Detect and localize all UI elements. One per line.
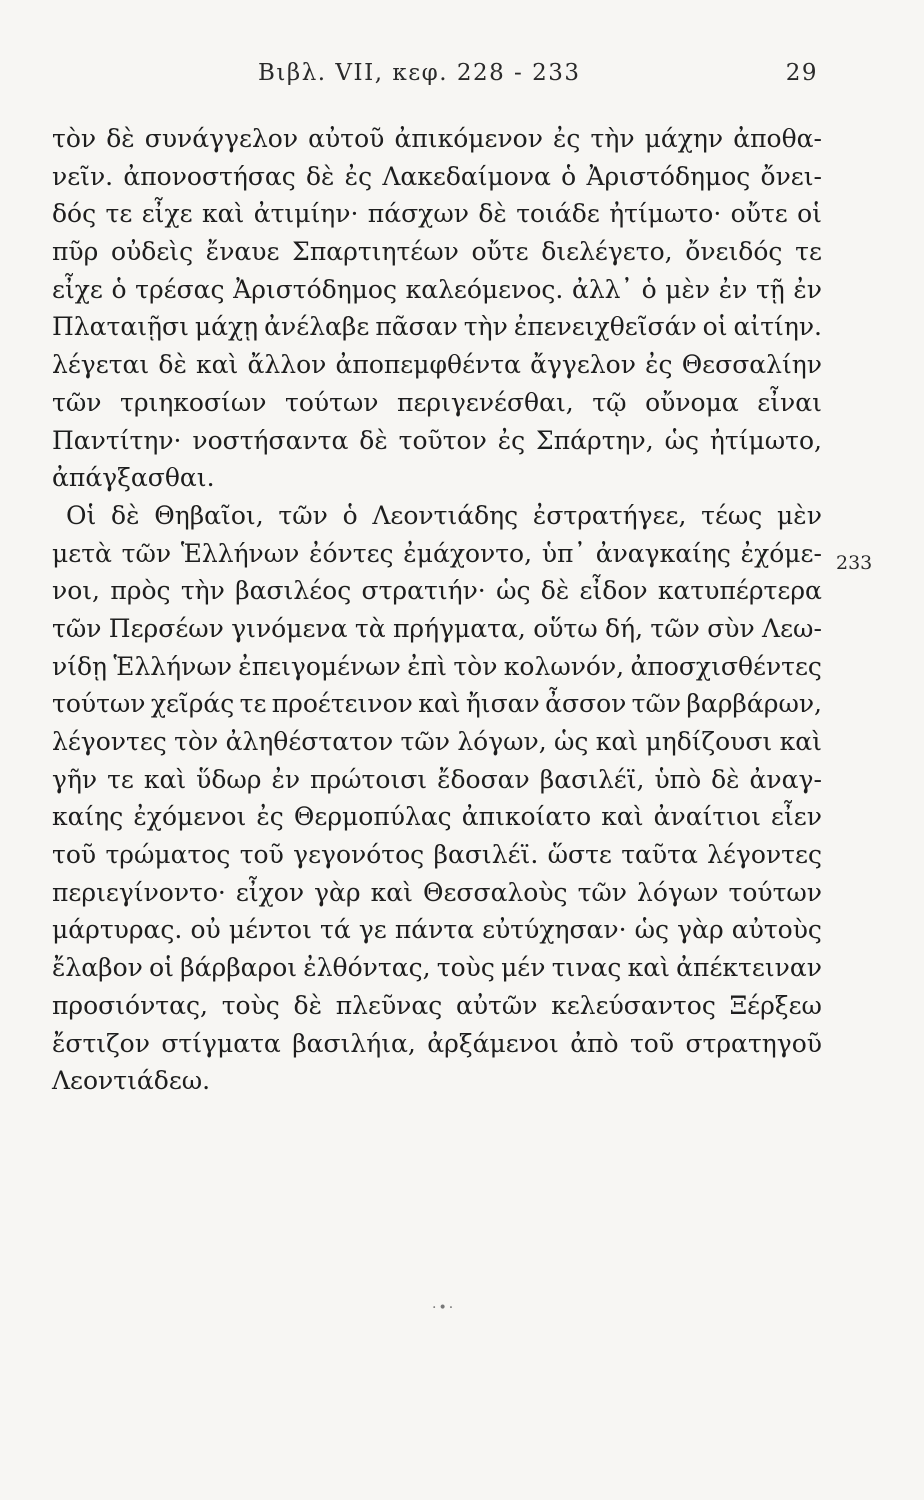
word: ὕδωρ (196, 764, 262, 794)
word: τῇ (755, 274, 785, 304)
word: βαρβάρων, (686, 689, 822, 719)
word: τοὺς (436, 953, 495, 983)
word: Ξέρξεω (729, 990, 822, 1020)
word: τῶν (650, 613, 700, 643)
word: περιεγίνοντο· (52, 877, 226, 907)
text-line (52, 233, 822, 271)
running-header (258, 60, 818, 96)
word: ὁ (111, 274, 127, 304)
word: εἶχον (235, 877, 305, 907)
text-line: ἀπάγξασθαι. (52, 463, 215, 493)
word: ἀτιμίην· (253, 199, 359, 229)
word: ἀρξάμενοι (427, 1028, 559, 1058)
word: τοῦτον (398, 425, 487, 455)
word: ἐστρατήγεε, (532, 500, 687, 530)
word: μὲν (777, 500, 822, 530)
word: δὲ (478, 199, 507, 229)
word: Λεω- (762, 613, 822, 643)
word: γεγονότος (293, 840, 425, 870)
word: δὲ (540, 576, 570, 606)
word: τε (105, 199, 133, 229)
margin-chapter-number: 233 (836, 552, 873, 574)
text-line (52, 308, 822, 346)
word: ἀπικοίατο (461, 802, 592, 832)
word: ἠτίμωτο, (709, 425, 822, 455)
word: ἐλθόντας, (303, 953, 431, 983)
word: τὴν (180, 576, 225, 606)
word: ὑπὸ (654, 764, 702, 794)
text-line (52, 648, 822, 686)
word: ἀποσχισθέντες (630, 651, 822, 681)
word: εὐτύχησαν· (482, 915, 627, 945)
word: Οἱ (66, 500, 97, 530)
word: τοῦ (52, 840, 97, 870)
word: λόγων (637, 877, 719, 907)
word: δὲ (711, 764, 740, 794)
word: ἀπονοστήσας (123, 161, 296, 191)
word: λέγοντες (52, 727, 167, 756)
word: ἀληθέστατον (225, 727, 394, 756)
word: ἔλαβον (52, 953, 143, 983)
word: τινας (551, 953, 622, 983)
text-line (52, 158, 822, 196)
word: τριηκοσίων (119, 387, 267, 417)
word: τούτων (52, 689, 146, 719)
text-line (52, 874, 822, 912)
word: καὶ (370, 877, 413, 907)
word: Σπαρτιητέων (292, 237, 459, 267)
word: εἶχε (141, 199, 193, 229)
word: δὲ (293, 990, 322, 1020)
word: ὄνειδός (685, 237, 783, 267)
text-line (52, 685, 822, 723)
word: τῶν (121, 538, 172, 568)
word: οὔνομα (645, 387, 739, 417)
word: κατυπέρτερα (657, 576, 822, 606)
text-line (52, 911, 822, 949)
word: Ἀριστόδημος (233, 274, 397, 304)
word: στίγματα (161, 1028, 281, 1058)
word: τῶν (52, 613, 102, 643)
word: ἔστιζον (52, 1028, 150, 1058)
word: προσιόντας, (52, 990, 208, 1020)
word: τὴν (590, 124, 635, 153)
word: τοῦ (239, 840, 284, 870)
word: τοὺς (221, 990, 280, 1020)
word: Σπάρτην, (536, 425, 654, 455)
word: καλεόμενος. (405, 274, 564, 304)
word: οἱ (702, 312, 728, 342)
word: δή, (605, 613, 644, 643)
word: γὰρ (677, 915, 724, 945)
text-line (52, 572, 822, 610)
word: ὁ (561, 161, 577, 191)
word: εἶχε (52, 274, 103, 304)
word: νοι, (52, 576, 100, 606)
word: τὰ (354, 613, 386, 643)
word: ἐπειγομένων (238, 651, 401, 681)
word: τῷ (592, 387, 627, 417)
word: μάχῃ (194, 312, 259, 342)
word: οἱ (149, 953, 174, 983)
word: μάχην (644, 124, 724, 153)
word: μέντοι (228, 915, 312, 945)
header-title: Βιβλ. VII, κεφ. 228 - 233 (258, 60, 581, 86)
word: καὶ (595, 727, 639, 756)
text-line (52, 346, 822, 384)
text-line: Λεοντιάδεω. (52, 1066, 211, 1096)
word: γινόμενα (231, 613, 348, 643)
word: συνάγγελον (144, 124, 299, 153)
word: τῶν (631, 689, 682, 719)
word: λόγων, (457, 727, 547, 756)
word: τε (107, 764, 134, 794)
word: αὐτοὺς (731, 915, 822, 945)
word: ὡς (496, 576, 531, 606)
text-line (52, 949, 822, 987)
word: καὶ (601, 802, 644, 832)
word: ἐς (256, 802, 284, 832)
word: τε (795, 237, 822, 267)
word: κολωνόν, (503, 651, 625, 681)
word: ὑπ᾽ (541, 538, 586, 568)
word: ἀνέλαβε (264, 312, 370, 342)
word: καίης (52, 802, 124, 832)
word: νίδῃ (52, 651, 108, 681)
word: πᾶσαν (375, 312, 458, 342)
ornament: ·•· (432, 1300, 456, 1316)
word: βασιλέος (235, 576, 352, 606)
word: ἐν (718, 274, 748, 304)
word: ἀπικόμενον (394, 124, 543, 153)
word: οὐδεὶς (111, 237, 194, 267)
word: Πλαταιῇσι (52, 312, 189, 342)
word: ἐς (645, 350, 673, 380)
word: ὥστε (547, 840, 612, 870)
word: πρώτοισι (310, 764, 428, 794)
word: δὲ (111, 500, 140, 530)
text-line (52, 271, 822, 309)
word: πρήγματα, (392, 613, 526, 643)
word: ὡς (664, 425, 699, 455)
word: καὶ (779, 727, 822, 756)
word: Παντίτην· (52, 425, 182, 455)
word: Θερμοπύλας (293, 802, 452, 832)
word: νοστήσαντα (192, 425, 349, 455)
main-text (52, 120, 822, 1100)
word: Ἀριστόδημος (586, 161, 751, 191)
word: ἀναγκαίης (595, 538, 731, 568)
word: ἐς (553, 124, 581, 153)
word: πρὸς (110, 576, 171, 606)
word: ταῦτα (621, 840, 698, 870)
word: χεῖράς (150, 689, 235, 719)
word: ἔναυε (205, 237, 280, 267)
word: βασιλέϊ. (433, 840, 539, 870)
word: ἐχόμε- (740, 538, 822, 568)
word: Περσέων (108, 613, 224, 643)
word: οὔτε (471, 237, 529, 267)
word: μετὰ (52, 538, 112, 568)
word: Λακεδαίμονα (382, 161, 551, 191)
word: ἀναγ- (749, 764, 822, 794)
word: ἀλλ᾽ (571, 274, 634, 304)
word: δός (52, 199, 97, 229)
word: πάσχων (367, 199, 469, 229)
word: ἐχόμενοι (133, 802, 247, 832)
text-line (52, 761, 822, 799)
text-line (52, 497, 822, 535)
text-line (52, 1025, 822, 1063)
page-number: 29 (785, 60, 818, 86)
word: μάρτυρας. (52, 915, 183, 945)
word: καὶ (627, 953, 670, 983)
word: γῆν (52, 764, 98, 794)
word: ὁ (641, 274, 657, 304)
text-line (52, 987, 822, 1025)
word: καὶ (201, 199, 245, 229)
text-line (52, 610, 822, 648)
word: βασιλέϊ, (539, 764, 645, 794)
word: Θηβαῖοι, (154, 500, 264, 530)
word: τὸν (52, 124, 97, 153)
word: ἐν (793, 274, 822, 304)
word: εἶδον (579, 576, 648, 606)
word: τούτων (284, 387, 379, 417)
word: περιγενέσθαι, (397, 387, 574, 417)
word: ἐν (271, 764, 301, 794)
text-line (52, 195, 822, 233)
word: μηδίζουσι (645, 727, 773, 756)
word: νεῖν. (52, 161, 114, 191)
word: τοιάδε (516, 199, 600, 229)
word: ἐς (344, 161, 373, 191)
word: ἀποπεμφθέντα (335, 350, 521, 380)
word: πλεῦνας (335, 990, 443, 1020)
word: Λεοντιάδης (372, 500, 519, 530)
word: δὲ (106, 124, 135, 153)
word: τρώματος (105, 840, 231, 870)
word: ἀπὸ (570, 1028, 619, 1058)
word: προέτεινον (271, 689, 413, 719)
text-line (52, 384, 822, 422)
word: οὕτω (533, 613, 598, 643)
word: τὴν (463, 312, 508, 342)
word: ἀναίτιοι (653, 802, 761, 832)
word: ἄγγελον (530, 350, 636, 380)
word: τρέσας (135, 274, 225, 304)
word: μὲν (665, 274, 711, 304)
word: τῶν (577, 877, 627, 907)
word: τῶν (400, 727, 450, 756)
word: μέν (501, 953, 546, 983)
word: αἰτίην. (733, 312, 822, 342)
text-line (52, 723, 822, 761)
word: τὸν (174, 727, 219, 756)
word: οὔτε (730, 199, 788, 229)
word: Θεσσαλίην (681, 350, 822, 380)
word: ἠτίμωτο· (609, 199, 722, 229)
word: καὶ (196, 350, 239, 380)
word: τά (320, 915, 351, 945)
word: ἄλλον (247, 350, 327, 380)
word: λέγεται (52, 350, 150, 380)
word: ἆσσον (545, 689, 627, 719)
word: τοῦ (629, 1028, 675, 1058)
word: ἐόντες (309, 538, 394, 568)
word: ἐς (497, 425, 526, 455)
word: Θεσσαλοὺς (422, 877, 568, 907)
word: τούτων (728, 877, 822, 907)
word: ἐπὶ (407, 651, 447, 681)
word: στρατιήν· (361, 576, 486, 606)
word: γε (358, 915, 387, 945)
word: ὁ (342, 500, 358, 530)
word: πάντα (394, 915, 475, 945)
word: εἶεν (771, 802, 822, 832)
word: διελέγετο, (541, 237, 673, 267)
word: δὲ (305, 161, 335, 191)
word: ἀπέκτειναν (676, 953, 822, 983)
word: τε (239, 689, 267, 719)
word: ὄνει- (760, 161, 822, 191)
word: ὡς (634, 915, 670, 945)
word: βάρβαροι (180, 953, 298, 983)
word: τὸν (453, 651, 498, 681)
text-line (52, 120, 822, 158)
word: τέως (701, 500, 763, 530)
text-line (52, 535, 822, 573)
word: ὡς (554, 727, 589, 756)
word: βασιλήια, (292, 1028, 416, 1058)
word: γὰρ (314, 877, 361, 907)
word: εἶναι (757, 387, 822, 417)
word: οἱ (797, 199, 822, 229)
word: Ἑλλήνων (113, 651, 232, 681)
word: τῶν (52, 387, 102, 417)
word: ἐμάχοντο, (403, 538, 533, 568)
word: στρατηγοῦ (685, 1028, 822, 1058)
word: κελεύσαντος (551, 990, 716, 1020)
text-line (52, 836, 822, 874)
word: πῦρ (52, 237, 99, 267)
word: ἀποθα- (733, 124, 822, 153)
text-line (52, 798, 822, 836)
word: ἔδοσαν (437, 764, 530, 794)
word: δὲ (158, 350, 187, 380)
word: αὐτῶν (455, 990, 538, 1020)
word: καὶ (418, 689, 461, 719)
word: τῶν (278, 500, 328, 530)
word: ἐπενειχθεῖσάν (513, 312, 697, 342)
word: καὶ (143, 764, 187, 794)
word: οὐ (190, 915, 221, 945)
word: ἤισαν (465, 689, 540, 719)
word: δὲ (359, 425, 388, 455)
word: λέγοντες (707, 840, 822, 870)
word: αὐτοῦ (308, 124, 385, 153)
word: σὺν (707, 613, 755, 643)
word: Ἑλλήνων (180, 538, 300, 568)
text-line (52, 422, 822, 460)
